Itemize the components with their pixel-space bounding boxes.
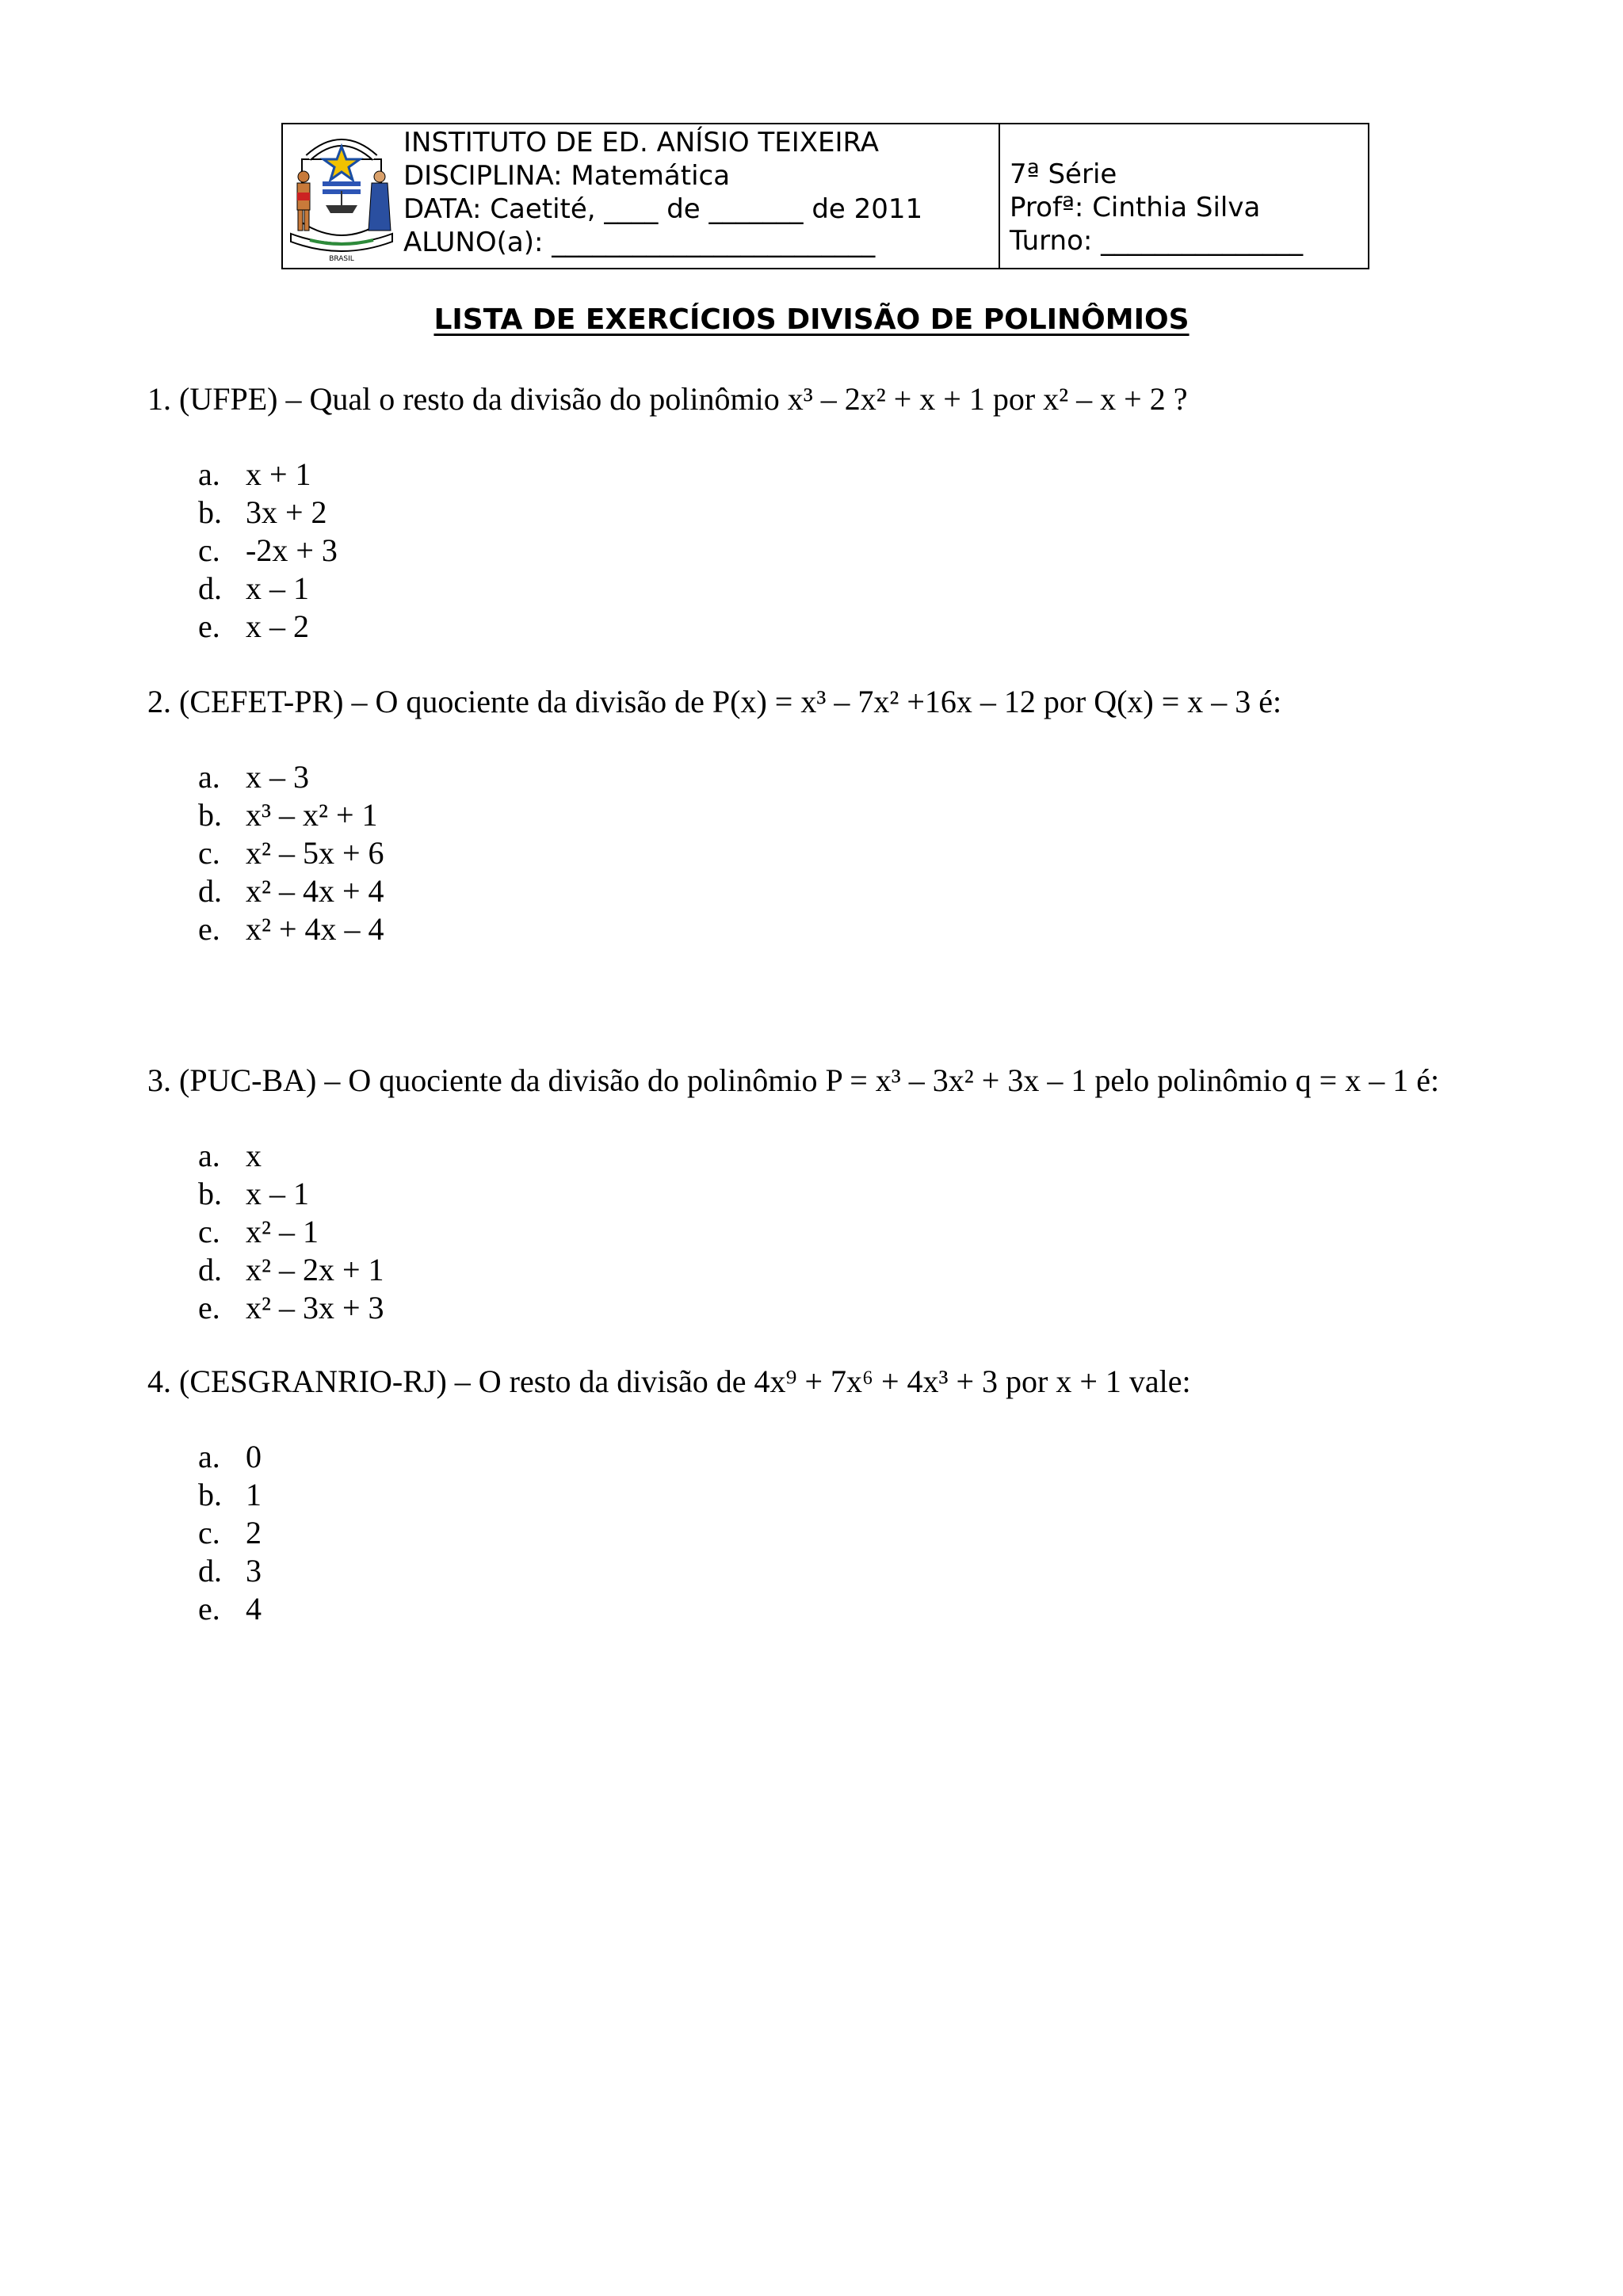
question-text: O quociente da divisão do polinômio P = x³ – 3x² + 3x – 1 pelo polinômio q = x – 1 é: (348, 1062, 1440, 1098)
question-3: 3. (PUC-BA) – O quociente da divisão do polinômio P = x³ – 3x² + 3x – 1 pelo polinômio q = x – 1 é: (147, 1062, 1440, 1098)
page-title: LISTA DE EXERCÍCIOS DIVISÃO DE POLINÔMIOS (433, 303, 1190, 336)
list-item: d. x² – 2x + 1 (198, 1252, 384, 1287)
list-item: d. 3 (198, 1553, 262, 1589)
student-line: ALUNO(a): ________________________ (403, 227, 876, 258)
list-item: c. x² – 1 (198, 1214, 319, 1249)
list-item: c. -2x + 3 (198, 532, 338, 568)
question-number: 3. (147, 1062, 171, 1098)
shift-line: Turno: _______________ (1010, 225, 1304, 257)
date-line: DATA: Caetité, ____ de _______ de 2011 (403, 193, 923, 225)
list-item: a. x (198, 1138, 262, 1173)
header-table (281, 123, 1369, 269)
list-item: a. x + 1 (198, 456, 311, 492)
list-item: d. x – 1 (198, 570, 309, 606)
header-left-cell (283, 124, 1000, 268)
list-item: e. x² – 3x + 3 (198, 1290, 384, 1325)
school-name: INSTITUTO DE ED. ANÍSIO TEIXEIRA (403, 127, 880, 158)
question-2: 2. (CEFET-PR) – O quociente da divisão de P(x) = x³ – 7x² +16x – 12 por Q(x) = x – 3 é: (147, 684, 1282, 719)
header-info (402, 124, 922, 268)
options-2 (198, 758, 384, 948)
question-source: (UFPE) (179, 381, 278, 417)
question-number: 4. (147, 1363, 171, 1399)
grade: 7ª Série (1010, 158, 1117, 190)
options-1 (198, 456, 338, 646)
options-4 (198, 1438, 262, 1628)
question-4: 4. (CESGRANRIO-RJ) – O resto da divisão de 4x⁹ + 7x⁶ + 4x³ + 3 por x + 1 vale: (147, 1363, 1191, 1399)
question-number: 1. (147, 381, 171, 417)
question-1: 1. (UFPE) – Qual o resto da divisão do polinômio x³ – 2x² + x + 1 por x² – x + 2 ? (147, 381, 1188, 417)
list-item: d. x² – 4x + 4 (198, 873, 384, 909)
question-text: O quociente da divisão de P(x) = x³ – 7x² +16x – 12 por Q(x) = x – 3 é: (375, 684, 1282, 719)
bahia-coat-of-arms-icon (283, 124, 402, 268)
list-item: b. 3x + 2 (198, 494, 327, 530)
list-item: a. x – 3 (198, 759, 309, 795)
list-item: e. x – 2 (198, 608, 309, 644)
question-number: 2. (147, 684, 171, 719)
list-item: b. 1 (198, 1477, 262, 1512)
list-item: b. x – 1 (198, 1176, 309, 1211)
list-item: c. 2 (198, 1515, 262, 1550)
question-source: (CEFET-PR) (179, 684, 344, 719)
list-item: e. x² + 4x – 4 (198, 911, 384, 947)
question-text: O resto da divisão de 4x⁹ + 7x⁶ + 4x³ + 3 por x + 1 vale: (478, 1363, 1191, 1399)
list-item: c. x² – 5x + 6 (198, 835, 384, 871)
discipline: DISCIPLINA: Matemática (403, 160, 731, 192)
question-source: (CESGRANRIO-RJ) (179, 1363, 447, 1399)
list-item: e. 4 (198, 1591, 262, 1627)
question-text: Qual o resto da divisão do polinômio x³ – 2x² + x + 1 por x² – x + 2 ? (309, 381, 1188, 417)
list-item: a. 0 (198, 1439, 262, 1474)
question-source: (PUC-BA) (179, 1062, 317, 1098)
crest-text: BRASIL (329, 255, 354, 263)
teacher: Profª: Cinthia Silva (1010, 192, 1261, 223)
header-right-cell (1000, 124, 1368, 268)
list-item: b. x³ – x² + 1 (198, 797, 378, 833)
options-3 (198, 1137, 384, 1327)
